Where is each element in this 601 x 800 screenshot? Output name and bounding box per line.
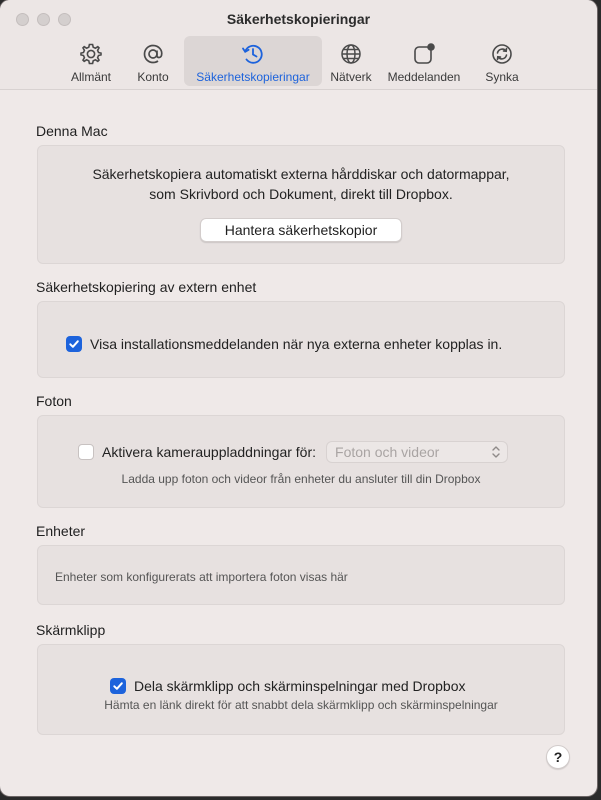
- help-button[interactable]: [546, 745, 570, 769]
- tab-account-label: Konto: [137, 70, 169, 84]
- share-screenshots-row: [110, 678, 465, 694]
- this-mac-description-1: Säkerhetskopiera automatiskt externa hårddiskar och datormappar,: [92, 166, 510, 182]
- tab-notifications-label: Meddelanden: [387, 70, 461, 84]
- external-drive-notify-checkbox[interactable]: [66, 336, 82, 352]
- tab-network[interactable]: [322, 36, 380, 86]
- gear-icon: [78, 41, 104, 67]
- backups-pane: [0, 91, 597, 796]
- panel-screenshots: [37, 644, 565, 735]
- tab-backups-label: Säkerhetskopieringar: [196, 70, 310, 84]
- camera-uploads-checkbox[interactable]: [78, 444, 94, 460]
- this-mac-description-2: som Skrivbord och Dokument, direkt till Dropbox.: [149, 186, 453, 202]
- panel-devices: [37, 545, 565, 605]
- camera-uploads-select[interactable]: [326, 441, 508, 463]
- tab-account[interactable]: [122, 36, 184, 86]
- tab-backups[interactable]: [184, 36, 322, 86]
- sync-icon: [489, 41, 515, 67]
- checkmark-icon: [68, 338, 80, 350]
- camera-uploads-hint: Ladda upp foton och videor från enheter du ansluter till din Dropbox: [121, 472, 481, 486]
- panel-this-mac: [37, 145, 565, 264]
- section-title-this-mac: Denna Mac: [36, 123, 108, 139]
- camera-uploads-label: Aktivera kamerauppladdningar för:: [102, 444, 317, 460]
- panel-external-drive: [37, 301, 565, 378]
- section-title-screenshots: Skärmklipp: [36, 622, 106, 638]
- tab-sync-label: Synka: [485, 70, 519, 84]
- preferences-toolbar: [60, 36, 536, 86]
- external-drive-notify-label: Visa installationsmeddelanden när nya externa enheter kopplas in.: [90, 336, 503, 352]
- help-button-label: ?: [553, 749, 563, 765]
- section-title-photos: Foton: [36, 393, 72, 409]
- backup-clock-icon: [240, 41, 266, 67]
- panel-photos: [37, 415, 565, 508]
- window-title: Säkerhetskopieringar: [226, 11, 371, 27]
- notification-badge-icon: [411, 41, 437, 67]
- manage-backups-button[interactable]: Hantera säkerhetskopior: [200, 218, 402, 242]
- at-icon: [140, 41, 166, 67]
- title-bar: [0, 0, 597, 90]
- checkmark-icon: [112, 680, 124, 692]
- section-title-devices: Enheter: [36, 523, 86, 539]
- tab-network-label: Nätverk: [330, 70, 372, 84]
- globe-icon: [338, 41, 364, 67]
- tab-notifications[interactable]: [380, 36, 468, 86]
- external-drive-notify-row: [66, 336, 502, 352]
- camera-uploads-select-value: Foton och videor: [335, 444, 440, 460]
- devices-empty-text: Enheter som konfigurerats att importera foton visas här: [55, 570, 348, 584]
- tab-general-label: Allmänt: [70, 70, 111, 84]
- share-screenshots-label: Dela skärmklipp och skärminspelningar med Dropbox: [134, 678, 466, 694]
- share-screenshots-checkbox[interactable]: [110, 678, 126, 694]
- section-title-external-drive: Säkerhetskopiering av extern enhet: [36, 279, 257, 295]
- chevron-up-down-icon: [491, 445, 501, 459]
- share-screenshots-hint: Hämta en länk direkt för att snabbt dela skärmklipp och skärminspelningar: [104, 698, 498, 712]
- tab-general[interactable]: [60, 36, 122, 86]
- camera-uploads-row: [78, 441, 508, 463]
- tab-sync[interactable]: [468, 36, 536, 86]
